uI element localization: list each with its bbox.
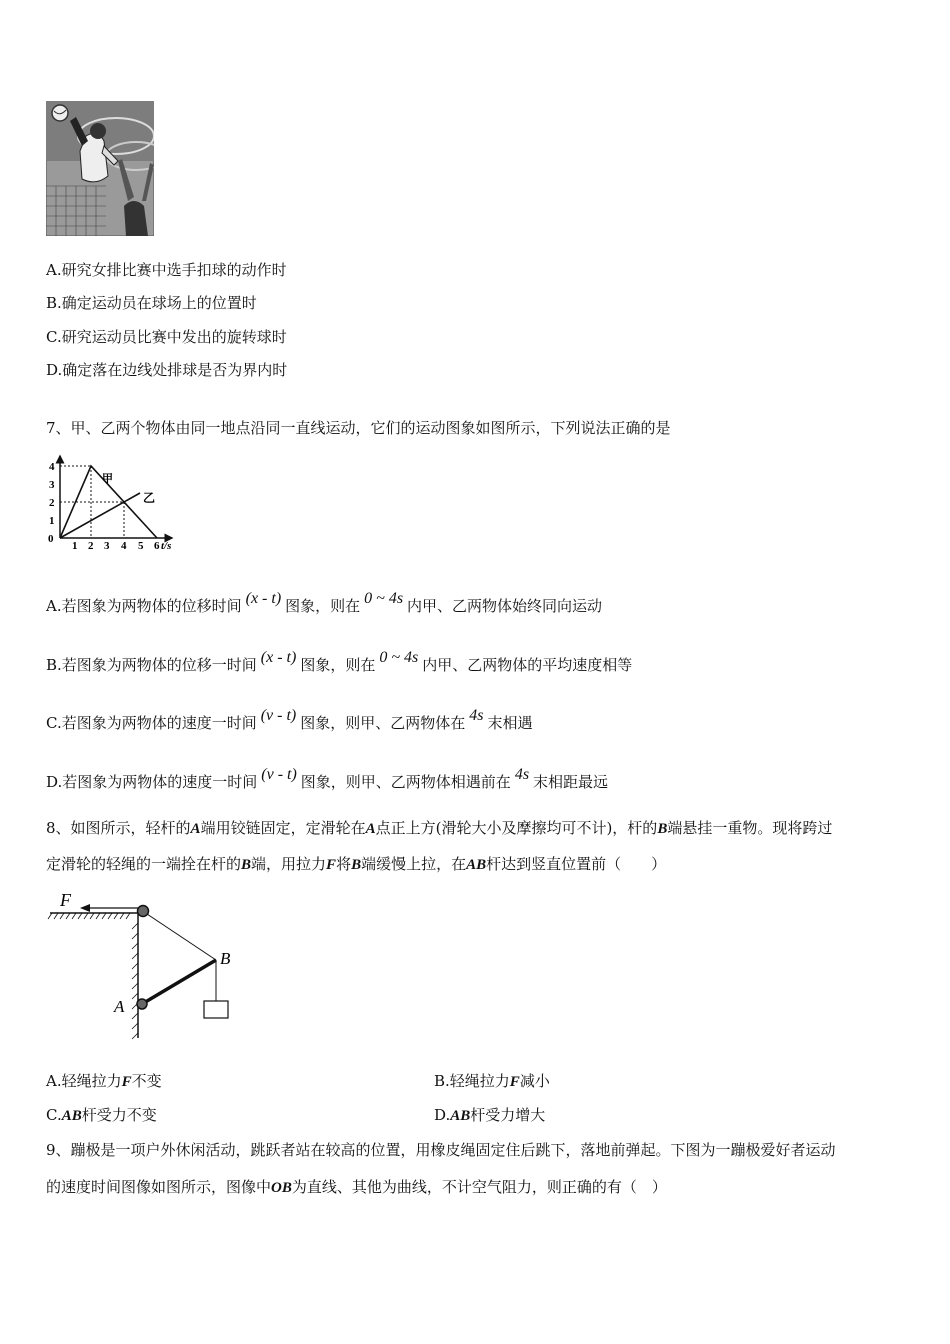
q8-stem-line2: 定滑轮的轻绳的一端拴在杆的B端，用拉力F将B端缓慢上拉，在AB杆达到竖直位置前（ ） [46,855,667,873]
q8-pulley [138,906,149,917]
q9-stem-line2: 的速度时间图像如图所示，图像中OB为直线、其他为曲线，不计空气阻力，则正确的有（ ） [46,1178,667,1196]
q7-x-tick-6: 6 [154,540,160,552]
q7-label-jia: 甲 [102,473,113,485]
q7-y-tick-4: 4 [49,461,55,473]
q8-weight [204,1001,228,1018]
q7-label-yi: 乙 [143,491,156,505]
volleyball-photo [46,101,154,236]
q8-option-d: D.AB杆受力增大 [434,1106,546,1124]
q8-label-b: B [220,949,231,968]
q8-hinge [137,999,147,1009]
q8-pulley-figure [46,888,246,1048]
q7-x-tick-1: 1 [72,540,78,552]
q6-option-d: D.确定落在边线处排球是否为界内时 [46,361,288,379]
q7-x-tick-4: 4 [121,540,127,552]
q7-option-c: C.若图象为两物体的速度一时间 (v - t) 图象，则甲、乙两物体在 4s 末相遇 [46,707,533,732]
q8-label-a: A [114,997,125,1016]
q8-option-a: A.轻绳拉力F不变 [46,1072,162,1090]
q7-option-b: B.若图象为两物体的位移一时间 (x - t) 图象，则在 0 ~ 4s 内甲、乙两物体的平均速度相等 [46,649,633,674]
q8-option-c: C.AB杆受力不变 [46,1106,157,1124]
q7-x-tick-5: 5 [138,540,144,552]
q7-y-tick-1: 1 [49,515,55,527]
q7-motion-graph [44,452,184,552]
q8-label-f: F [60,890,71,910]
q7-option-a: A.若图象为两物体的位移时间 (x - t) 图象，则在 0 ~ 4s 内甲、乙两物体始终同向运动 [46,590,603,615]
q7-x-unit: t/s [161,540,172,552]
q7-line-yi [60,493,140,538]
q6-option-a: A.研究女排比赛中选手扣球的动作时 [46,261,287,279]
q7-option-d: D.若图象为两物体的速度一时间 (v - t) 图象，则甲、乙两物体相遇前在 4s 末相距最远 [46,766,609,791]
q8-option-b: B.轻绳拉力F减小 [434,1072,550,1090]
q6-option-c: C.研究运动员比赛中发出的旋转球时 [46,328,287,346]
q7-x-tick-3: 3 [104,540,110,552]
q8-stem-line1: 8、如图所示，轻杆的A端用铰链固定，定滑轮在A点正上方(滑轮大小及摩擦均可不计)，杆的B端悬挂一重物。现将跨过 [46,819,833,837]
q7-x-tick-2: 2 [88,540,94,552]
q7-y-tick-3: 3 [49,479,55,491]
q7-origin: 0 [48,533,54,545]
q9-stem-line1: 9、蹦极是一项户外休闲活动，跳跃者站在较高的位置，用橡皮绳固定住后跳下，落地前弹起。下图为一蹦极爱好者运动 [46,1141,836,1159]
q7-y-tick-2: 2 [49,497,55,509]
q7-stem: 7、甲、乙两个物体由同一地点沿同一直线运动，它们的运动图象如图所示，下列说法正确的是 [46,419,671,437]
q6-option-b: B.确定运动员在球场上的位置时 [46,294,257,312]
